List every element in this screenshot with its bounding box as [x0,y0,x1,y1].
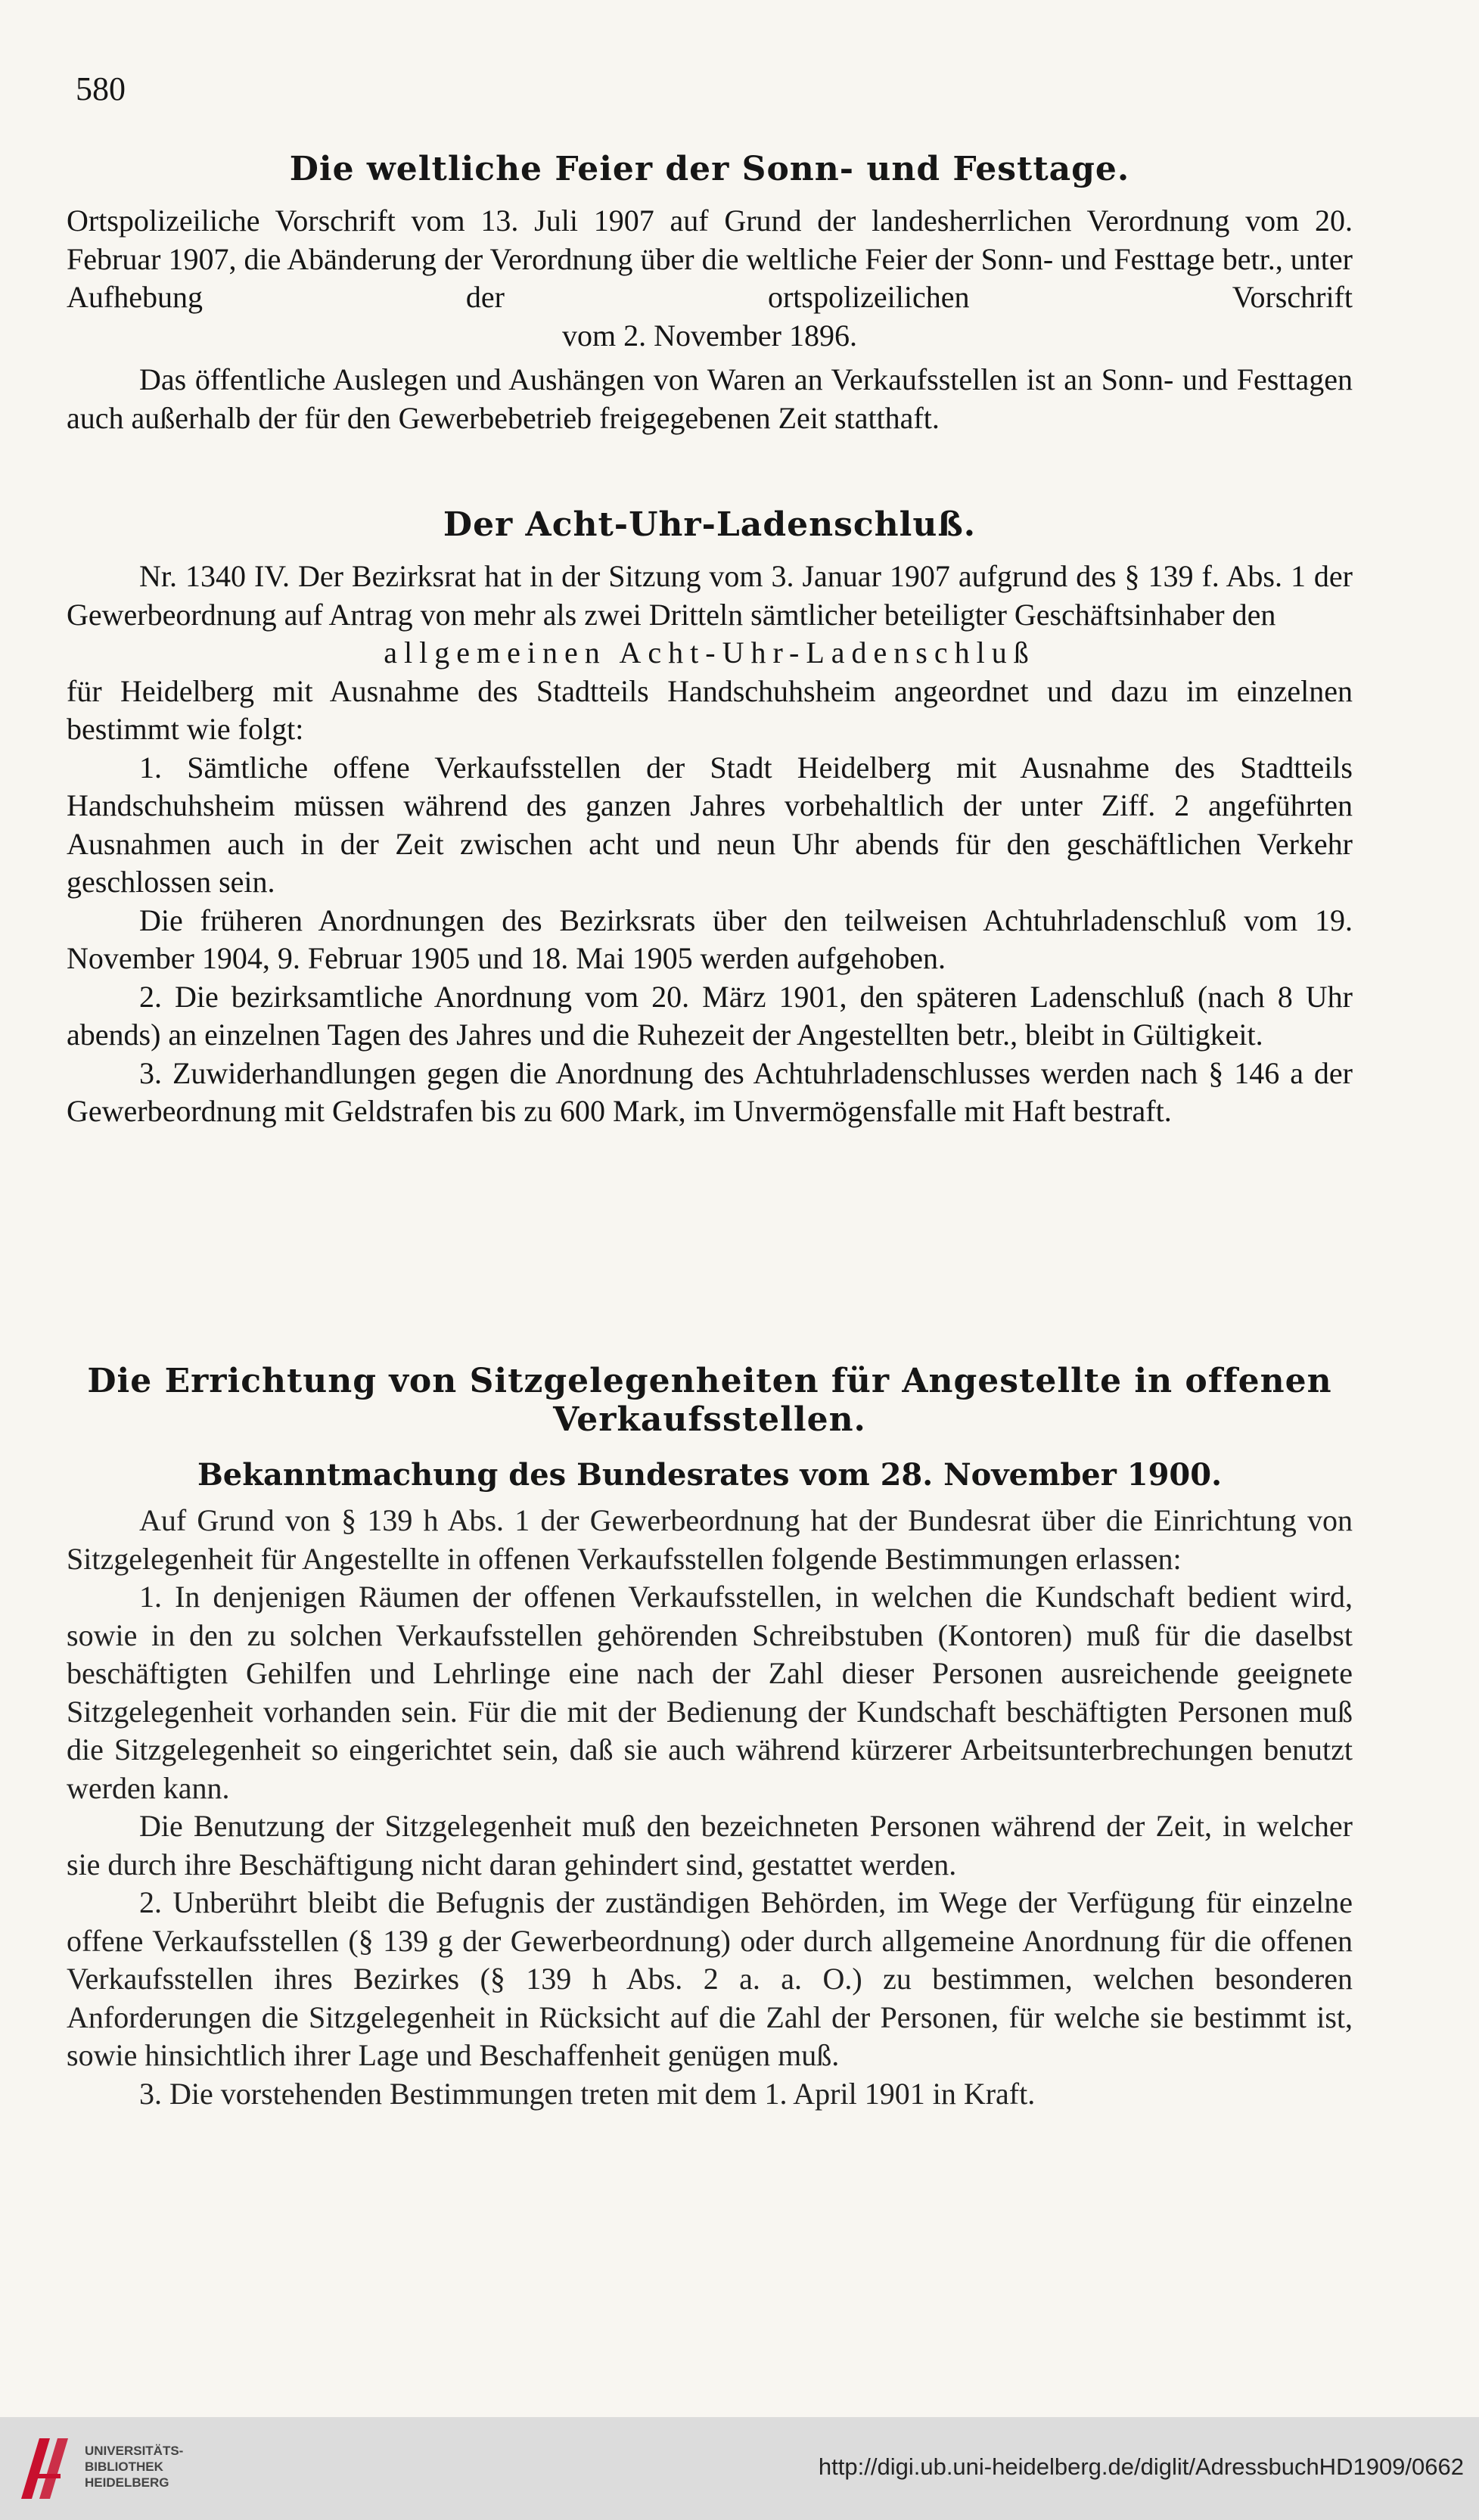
source-url-link[interactable]: http://digi.ub.uni-heidelberg.de/diglit/AdressbuchHD1909/0662 [818,2453,1464,2480]
section-seating [67,1362,1353,2113]
section-subtitle: Bekanntmachung des Bundesrates vom 28. November 1900. [197,1457,1223,1493]
paragraph: Auf Grund von § 139 h Abs. 1 der Gewerbeordnung hat der Bundesrat über die Einrichtung von Sitzgelegenheit für Angestellte in offenen Verkaufsstellen folgende Bestimmungen erlassen: [67,1503,1353,1576]
list-item: 1. Sämtliche offene Verkaufsstellen der Stadt Heidelberg mit Ausnahme des Stadtteils Handschuhsheim müssen während des ganzen Jahres vorbehaltlich der unter Ziff. 2 angeführten Ausnahmen auch in der Zeit zwischen acht und neun Uhr abends für den geschäftlichen Verkehr geschlossen sein. [67,750,1353,899]
section-sunday-celebration [67,150,1353,437]
list-item: 3. Zuwiderhandlungen gegen die Anordnung des Achtuhrladenschlusses werden nach § 146 a der Gewerbeordnung mit Geldstrafen bis zu 600 Mark, im Unvermögensfalle mit Haft bestraft. [67,1055,1353,1128]
list-item-continuation: Die früheren Anordnungen des Bezirksrats über den teilweisen Achtuhrladenschluß vom 19. November 1904, 9. Februar 1905 und 18. Mai 1905 werden aufgehoben. [67,903,1353,975]
list-item: 2. Unberührt bleibt die Befugnis der zuständigen Behörden, im Wege der Verfügung für einzelne offene Verkaufsstellen (§ 139 g der Gewerbeordnung) oder durch allgemeine Anordnung für die offenen Verkaufsstellen ihres Bezirkes (§ 139 h Abs. 2 a. a. O.) zu bestimmen, welchen besonderen Anforderungen die Sitzgelegenheit in Rücksicht auf die Zahl der Personen, für welche sie bestimmt ist, sowie hinsichtlich ihrer Lage und Beschaffenheit genügen muß. [67,1885,1353,2072]
paragraph: Nr. 1340 IV. Der Bezirksrat hat in der Sitzung vom 3. Januar 1907 aufgrund des § 139 f. Abs. 1 der Gewerbeordnung auf Antrag von mehr als zwei Dritteln sämtlicher beteiligter Geschäftsinhaber den [67,559,1353,632]
logo-line: UNIVERSITÄTS- [85,2444,184,2458]
logo-line: BIBLIOTHEK [85,2459,163,2474]
page-number: 580 [76,70,126,107]
section-intro: Ortspolizeiliche Vorschrift vom 13. Juli 1907 auf Grund der landesherrlichen Verordnung vom 20. Februar 1907, die Abänderung der Verordnung über die weltliche Feier der Sonn- und Festtage betr., unter Aufhebung der ortspolizeilichen Vorschrift [67,204,1353,314]
list-item: 1. In denjenigen Räumen der offenen Verkaufsstellen, in welchen die Kundschaft bedient wird, sowie in den zu solchen Verkaufsstellen gehörenden Schreibstuben (Kontoren) muß für die daselbst beschäftigten Gehilfen und Lehrlinge eine nach der Zahl dieser Personen ausreichende geeignete Sitzgelegenheit vorhanden sein. Für die mit der Bedienung der Kundschaft beschäftigten Personen muß die Sitzgelegenheit so eingerichtet sein, daß sie auch während kürzerer Arbeitsunterbrechungen benutzt werden kann. [67,1580,1353,1805]
section-body: Das öffentliche Auslegen und Aushängen von Waren an Verkaufsstellen ist an Sonn- und Festtagen auch außerhalb der für den Gewerbebetrieb freigegebenen Zeit statthaft. [67,362,1353,435]
library-logo-text [85,2443,183,2490]
spaced-heading-line: allgemeinen Acht-Uhr-Ladenschluß [384,635,1036,670]
footer-bar [0,2417,1479,2520]
logo-line: HEIDELBERG [85,2475,169,2490]
list-item: 2. Die bezirksamtliche Anordnung vom 20. März 1901, den späteren Ladenschluß (nach 8 Uhr abends) an einzelnen Tagen des Jahres und die Ruhezeit der Angestellten betr., bleibt in Gültigkeit. [67,979,1353,1052]
section-title-line2: Verkaufsstellen. [553,1400,866,1439]
section-intro-end: vom 2. November 1896. [562,318,857,353]
list-item: 3. Die vorstehenden Bestimmungen treten mit dem 1. April 1901 in Kraft. [139,2076,1036,2111]
university-library-logo-icon [17,2431,79,2506]
section-shop-closing [67,505,1353,1131]
list-item-continuation: Die Benutzung der Sitzgelegenheit muß den bezeichneten Personen während der Zeit, in welcher sie durch ihre Beschäftigung nicht daran gehindert sind, gestattet werden. [67,1809,1353,1881]
paragraph: für Heidelberg mit Ausnahme des Stadtteils Handschuhsheim angeordnet und dazu im einzelnen bestimmt wie folgt: [67,673,1353,746]
section-title: Der Acht-Uhr-Ladenschluß. [443,505,977,544]
section-title-line1: Die Errichtung von Sitzgelegenheiten für Angestellte in offenen [87,1362,1332,1400]
section-title: Die weltliche Feier der Sonn- und Festtage. [289,150,1130,188]
